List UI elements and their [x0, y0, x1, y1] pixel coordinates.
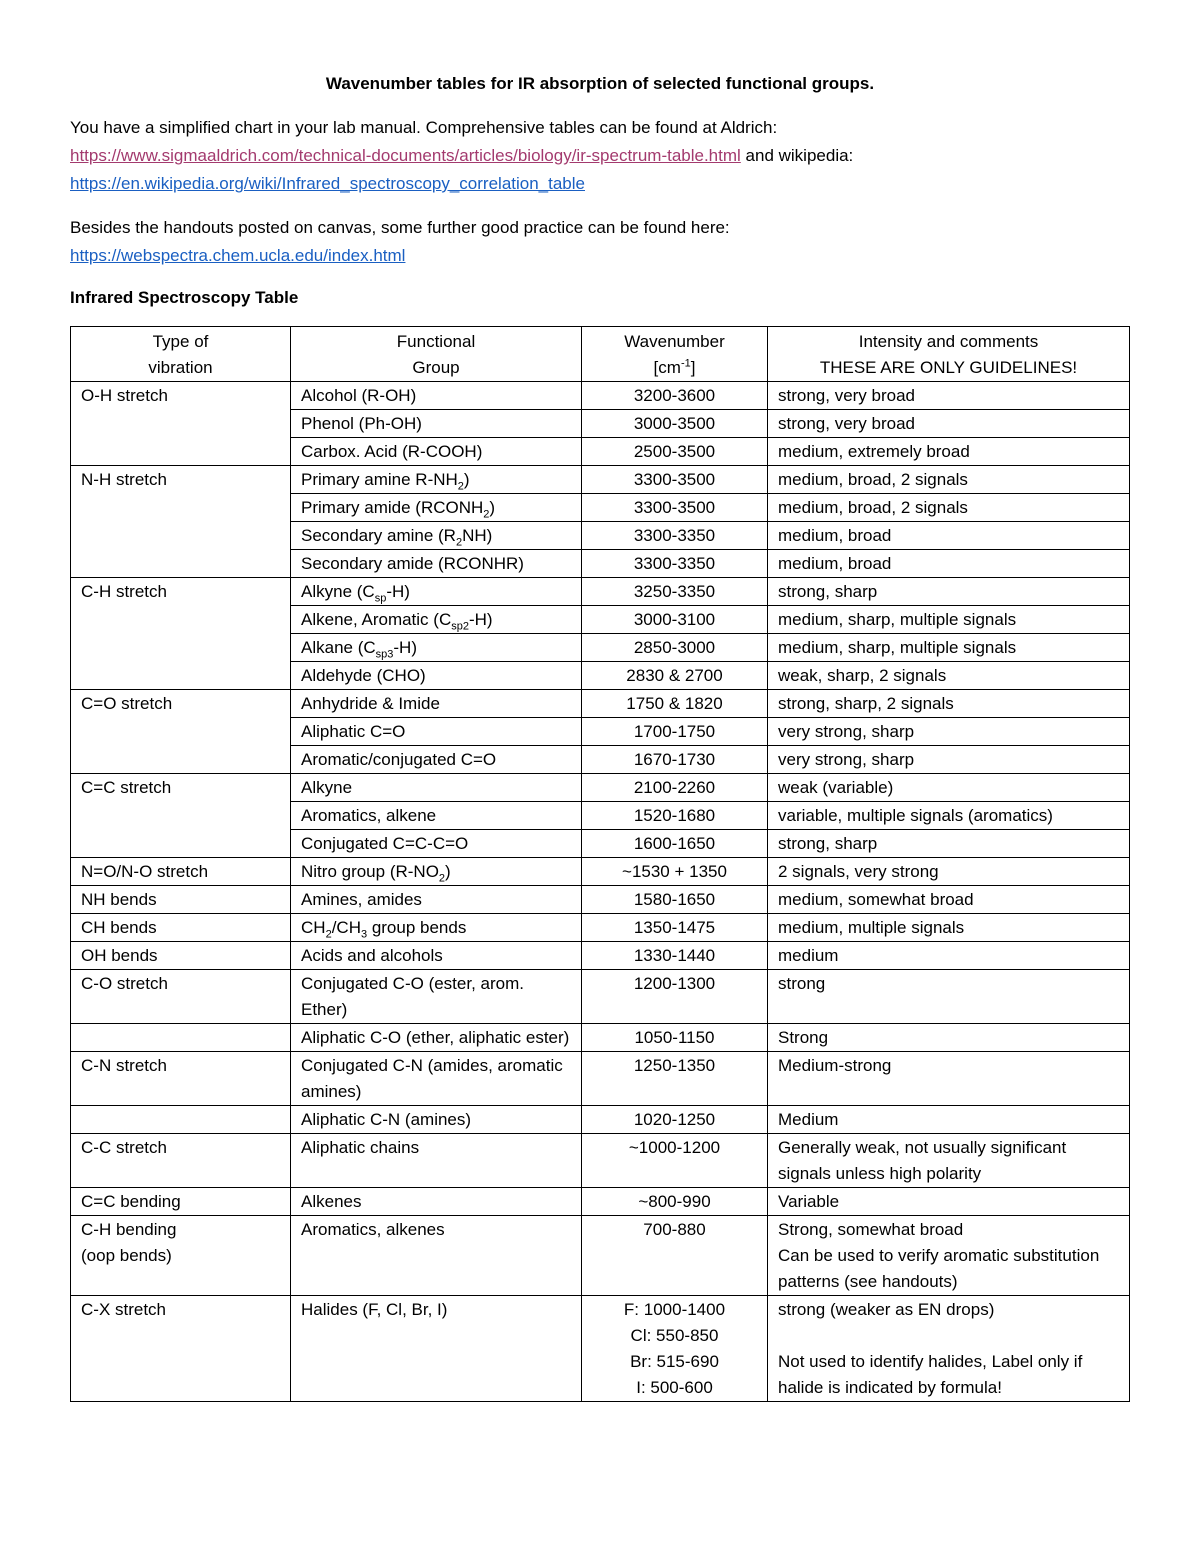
group-cell: Amines, amides [291, 886, 582, 914]
table-row [71, 914, 1130, 942]
wavenumber-cell: 3000-3500 [582, 410, 768, 438]
type-cell [71, 1024, 291, 1052]
group-cell: Aliphatic chains [291, 1134, 582, 1188]
ir-table [70, 326, 1130, 1402]
group-cell: $CH_2/CH_3$ group bends [291, 914, 582, 942]
group-cell: Aliphatic C-O (ether, aliphatic ester) [291, 1024, 582, 1052]
intro-paragraph [70, 114, 1130, 198]
table-row [71, 886, 1130, 914]
type-cell: CH bends [71, 914, 291, 942]
table-row [71, 1188, 1130, 1216]
comment-cell: very strong, sharp [768, 746, 1130, 774]
table-row [71, 858, 1130, 886]
table-row [71, 1024, 1130, 1052]
practice-link[interactable]: https://webspectra.chem.ucla.edu/index.html [70, 246, 406, 265]
comment-cell: medium [768, 942, 1130, 970]
wavenumber-cell: 2850-3000 [582, 634, 768, 662]
group-cell: Aliphatic C=O [291, 718, 582, 746]
wavenumber-cell: 1670-1730 [582, 746, 768, 774]
type-cell: OH bends [71, 942, 291, 970]
comment-cell: strong, sharp, 2 signals [768, 690, 1130, 718]
group-cell: Alkane $(C_{sp3}-H)$ [291, 634, 582, 662]
section-title: Infrared Spectroscopy Table [70, 288, 299, 307]
wavenumber-cell: 1200-1300 [582, 970, 768, 1024]
comment-cell: strong, very broad [768, 382, 1130, 410]
type-cell: C-N stretch [71, 1052, 291, 1106]
wavenumber-cell: 1750 & 1820 [582, 690, 768, 718]
wavenumber-cell: 2830 & 2700 [582, 662, 768, 690]
comment-cell: very strong, sharp [768, 718, 1130, 746]
table-row [71, 942, 1130, 970]
table-header-row [71, 327, 1130, 382]
header-wavenumber: Wavenumber $[cm^{-1}]$ [582, 327, 768, 382]
wavenumber-cell: 3300-3350 [582, 522, 768, 550]
wavenumber-cell: 1580-1650 [582, 886, 768, 914]
comment-cell: Medium-strong [768, 1052, 1130, 1106]
type-cell: N-H stretch [71, 466, 291, 578]
comment-cell: strong [768, 970, 1130, 1024]
wavenumber-cell: 2100-2260 [582, 774, 768, 802]
group-cell: Alkene, Aromatic $(C_{sp2}-H)$ [291, 606, 582, 634]
comment-cell: medium, extremely broad [768, 438, 1130, 466]
aldrich-link[interactable]: https://www.sigmaaldrich.com/technical-documents/articles/biology/ir-spectrum-table.html [70, 146, 741, 165]
group-cell: Primary amine $R-NH_2$) [291, 466, 582, 494]
comment-cell: Variable [768, 1188, 1130, 1216]
table-row [71, 466, 1130, 494]
comment-cell: Strong [768, 1024, 1130, 1052]
comment-cell: medium, multiple signals [768, 914, 1130, 942]
header-group: Functional Group [291, 327, 582, 382]
group-cell: Acids and alcohols [291, 942, 582, 970]
group-cell: Aldehyde (CHO) [291, 662, 582, 690]
wavenumber-cell: F: 1000-1400 Cl: 550-850 Br: 515-690 I: 500-600 [582, 1296, 768, 1402]
group-cell: Aliphatic C-N (amines) [291, 1106, 582, 1134]
wavenumber-cell: 3200-3600 [582, 382, 768, 410]
type-cell: C-H bending (oop bends) [71, 1216, 291, 1296]
type-cell: C-O stretch [71, 970, 291, 1024]
wikipedia-link[interactable]: https://en.wikipedia.org/wiki/Infrared_spectroscopy_correlation_table [70, 174, 585, 193]
comment-cell: medium, broad, 2 signals [768, 494, 1130, 522]
group-cell: Aromatics, alkenes [291, 1216, 582, 1296]
type-cell: NH bends [71, 886, 291, 914]
wavenumber-cell: 3000-3100 [582, 606, 768, 634]
table-row [71, 970, 1130, 1024]
type-cell [71, 1106, 291, 1134]
group-cell: Secondary amine $(R_2NH)$ [291, 522, 582, 550]
wavenumber-cell: 1250-1350 [582, 1052, 768, 1106]
comment-cell: medium, sharp, multiple signals [768, 634, 1130, 662]
wavenumber-cell: 1020-1250 [582, 1106, 768, 1134]
type-cell: C-C stretch [71, 1134, 291, 1188]
comment-cell: medium, broad [768, 550, 1130, 578]
group-cell: Secondary amide (RCONHR) [291, 550, 582, 578]
wavenumber-cell: 3300-3500 [582, 494, 768, 522]
comment-cell: medium, somewhat broad [768, 886, 1130, 914]
comment-cell: Strong, somewhat broad Can be used to verify aromatic substitution patterns (see handouts) [768, 1216, 1130, 1296]
group-cell: Alkyne [291, 774, 582, 802]
wavenumber-cell: 3300-3500 [582, 466, 768, 494]
and-wikipedia-text: and wikipedia: [740, 146, 854, 165]
type-cell: C=C bending [71, 1188, 291, 1216]
table-row [71, 1296, 1130, 1402]
comment-cell: weak, sharp, 2 signals [768, 662, 1130, 690]
comment-cell: variable, multiple signals (aromatics) [768, 802, 1130, 830]
type-cell: N=O/N-O stretch [71, 858, 291, 886]
group-cell: Aromatic/conjugated C=O [291, 746, 582, 774]
wavenumber-cell: ~1530 + 1350 [582, 858, 768, 886]
type-cell: C=O stretch [71, 690, 291, 774]
wavenumber-cell: 1050-1150 [582, 1024, 768, 1052]
table-row [71, 1106, 1130, 1134]
group-cell: Conjugated C=C-C=O [291, 830, 582, 858]
group-cell: Aromatics, alkene [291, 802, 582, 830]
wavenumber-cell: 1520-1680 [582, 802, 768, 830]
table-row [71, 1052, 1130, 1106]
group-cell: Phenol (Ph-OH) [291, 410, 582, 438]
wavenumber-cell: 3300-3350 [582, 550, 768, 578]
comment-cell: weak (variable) [768, 774, 1130, 802]
wavenumber-cell: 1330-1440 [582, 942, 768, 970]
comment-cell: Generally weak, not usually significant signals unless high polarity [768, 1134, 1130, 1188]
wavenumber-cell: 1700-1750 [582, 718, 768, 746]
table-row [71, 690, 1130, 718]
type-cell: C=C stretch [71, 774, 291, 858]
group-cell: Alkyne $(C_{sp}-H)$ [291, 578, 582, 606]
comment-cell: strong, very broad [768, 410, 1130, 438]
group-cell: Alcohol (R-OH) [291, 382, 582, 410]
comment-cell: medium, broad, 2 signals [768, 466, 1130, 494]
group-cell: Anhydride & Imide [291, 690, 582, 718]
group-cell: Conjugated C-O (ester, arom. Ether) [291, 970, 582, 1024]
wavenumber-cell: 2500-3500 [582, 438, 768, 466]
comment-cell: 2 signals, very strong [768, 858, 1130, 886]
table-row [71, 382, 1130, 410]
wavenumber-cell: 700-880 [582, 1216, 768, 1296]
wavenumber-cell: 1600-1650 [582, 830, 768, 858]
intro-text: You have a simplified chart in your lab manual. Comprehensive tables can be found at Aldrich: [70, 118, 778, 137]
comment-cell: strong, sharp [768, 830, 1130, 858]
comment-cell: medium, broad [768, 522, 1130, 550]
page-title: Wavenumber tables for IR absorption of selected functional groups. [325, 74, 875, 93]
comment-cell: strong, sharp [768, 578, 1130, 606]
header-type: Type of vibration [71, 327, 291, 382]
group-cell: Nitro group $(R-NO_2)$ [291, 858, 582, 886]
comment-cell: strong (weaker as EN drops) Not used to identify halides, Label only if halide is indicated by formula! [768, 1296, 1130, 1402]
comment-cell: Medium [768, 1106, 1130, 1134]
wavenumber-cell: 3250-3350 [582, 578, 768, 606]
type-cell: O-H stretch [71, 382, 291, 466]
table-row [71, 578, 1130, 606]
group-cell: Primary amide $(RCONH_2)$ [291, 494, 582, 522]
table-row [71, 1216, 1130, 1296]
group-cell: Conjugated C-N (amides, aromatic amines) [291, 1052, 582, 1106]
document-page [70, 72, 1130, 1402]
table-row [71, 1134, 1130, 1188]
table-row [71, 774, 1130, 802]
comment-cell: medium, sharp, multiple signals [768, 606, 1130, 634]
practice-paragraph [70, 214, 1130, 270]
type-cell: C-X stretch [71, 1296, 291, 1402]
group-cell: Halides (F, Cl, Br, I) [291, 1296, 582, 1402]
group-cell: Carbox. Acid (R-COOH) [291, 438, 582, 466]
group-cell: Alkenes [291, 1188, 582, 1216]
wavenumber-cell: ~800-990 [582, 1188, 768, 1216]
wavenumber-cell: 1350-1475 [582, 914, 768, 942]
wavenumber-cell: ~1000-1200 [582, 1134, 768, 1188]
practice-text: Besides the handouts posted on canvas, some further good practice can be found here: [70, 218, 730, 237]
header-intensity: Intensity and comments THESE ARE ONLY GUIDELINES! [768, 327, 1130, 382]
type-cell: C-H stretch [71, 578, 291, 690]
